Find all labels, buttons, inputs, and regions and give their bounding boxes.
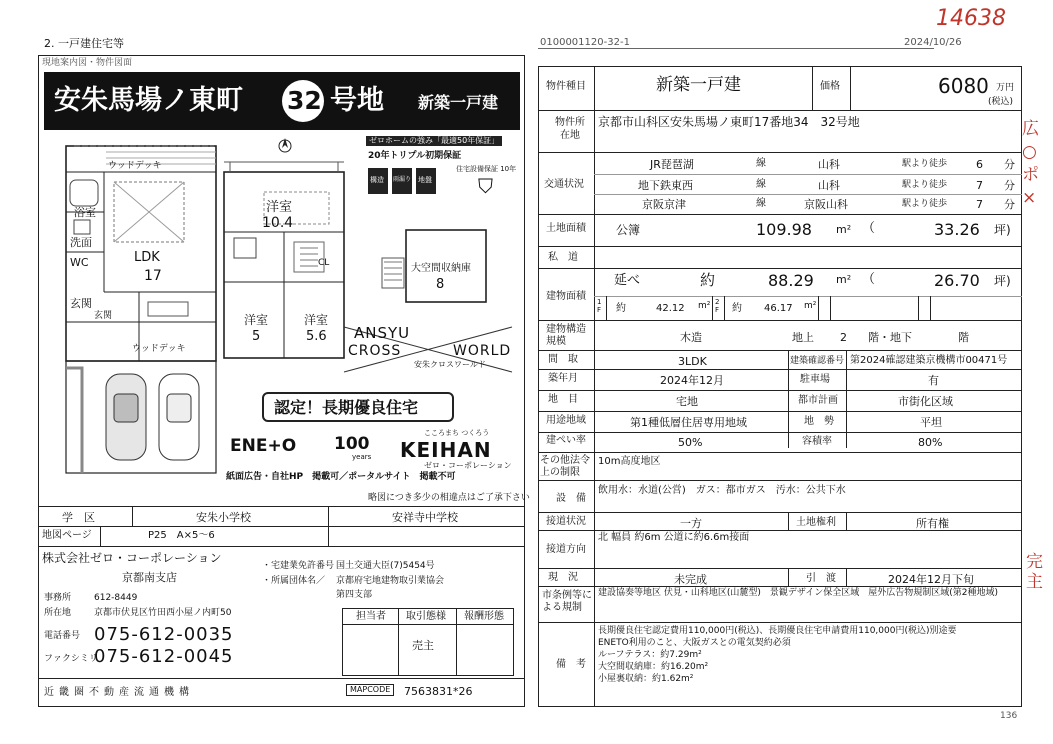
price-value: 6080 xyxy=(938,74,989,98)
remark-2: ENETO利用のこと、大阪ガスとの電気契約必須 xyxy=(598,638,791,648)
room-balcony-2: ウッドデッキ xyxy=(132,344,186,354)
promo-icon-leak: 雨漏り xyxy=(392,168,412,194)
staff-header-fee: 報酬形態 xyxy=(464,611,504,622)
handwritten-side-note: 広○ポ× xyxy=(1022,119,1039,208)
traffic-line-1: JR琵琶湖 xyxy=(650,158,694,171)
remark-1: 長期優良住宅認定費用110,000円(税込)、長期優良住宅申請費用110,000円(税込)別途要 xyxy=(598,626,957,636)
logo-sub: 安朱クロスワールド xyxy=(414,360,486,369)
ordinance-value: 建設協奏等地区 伏見・山科地区(山麓型) 景観デザイン保全区域 屋外広告物規制区域(第2種地域) xyxy=(598,588,999,598)
confirm-value: 第2024確認建築京機構市00471号 xyxy=(850,355,1008,366)
floor2-value: 46.17 xyxy=(764,303,793,314)
type-value: 新築一戸建 xyxy=(656,75,741,95)
traffic-min-1: 6 xyxy=(976,158,983,171)
layout-label: 間 取 xyxy=(548,354,578,365)
layout-value: 3LDK xyxy=(678,355,707,368)
section-title: 2. 一戸建住宅等 xyxy=(44,37,124,50)
keihan-logo: KEIHAN xyxy=(400,438,492,462)
traffic-station-1: 山科 xyxy=(818,158,840,171)
promo-right-label: 住宅設備保証 10年 xyxy=(456,165,517,173)
banner-subtitle: 新築一戸建 xyxy=(418,93,499,112)
floor2-label: 2F xyxy=(715,298,720,314)
map-page-label: 地図ページ xyxy=(42,530,92,541)
logo-ansyu: ANSYU xyxy=(354,324,411,342)
floor2-approx: 約 xyxy=(732,303,742,314)
property-table xyxy=(538,66,1022,707)
building-m2-unit: m² xyxy=(836,273,852,286)
map-page-value: P25 A×5〜6 xyxy=(148,530,215,541)
price-tax: (税込) xyxy=(988,97,1014,107)
structure-label: 建物構造規模 xyxy=(546,324,586,347)
school-label: 学 区 xyxy=(62,511,95,524)
cityplan-label: 都市計画 xyxy=(798,395,838,406)
floor1-label: 1F xyxy=(597,298,602,314)
bcr-label: 建ぺい率 xyxy=(546,435,586,446)
tel-number: 075-612-0035 xyxy=(94,624,234,645)
land-kind: 公簿 xyxy=(616,223,641,237)
land-m2-unit: m² xyxy=(836,223,852,236)
remark-4: 大空間収納庫：約16.20m² xyxy=(598,662,709,672)
barcode-box: MAPCODE xyxy=(346,684,394,696)
page-number: 136 xyxy=(1000,711,1018,721)
enetto-logo: ENE+O xyxy=(230,436,297,456)
confirm-label: 建築確認番号 xyxy=(790,356,845,366)
current-label: 現 況 xyxy=(548,572,578,583)
room-c-label: 洋室 xyxy=(304,313,329,327)
traffic-unit-2: 分 xyxy=(1004,179,1015,192)
road-status-label: 接道状況 xyxy=(546,516,586,527)
land-tsubo: 33.26 xyxy=(934,220,980,239)
promo-icon-structure: 構造 xyxy=(368,168,388,194)
building-approx: 約 xyxy=(700,271,716,289)
logo-world: WORLD xyxy=(453,343,512,359)
promo-icon-ground: 地盤 xyxy=(416,168,436,194)
traffic-label: 交通状況 xyxy=(544,179,584,190)
footer-assoc: 近畿圏不動産流通機構 xyxy=(44,687,194,698)
caption: 現地案内図・物件図面 xyxy=(42,58,133,68)
restrict-value: 10m高度地区 xyxy=(598,456,661,467)
equip-label: 設 備 xyxy=(556,493,586,504)
room-b-label: 洋室 xyxy=(244,313,269,327)
built-label: 築年月 xyxy=(548,373,578,384)
remarks-label: 備 考 xyxy=(556,659,586,670)
floor1-unit: m² xyxy=(698,301,711,311)
document-date: 2024/10/26 xyxy=(904,37,962,48)
land-right-label: 土地権利 xyxy=(796,517,836,528)
floor1-approx: 約 xyxy=(616,303,626,314)
document-id: 0100001120-32-1 xyxy=(540,37,630,48)
staff-header-person: 担当者 xyxy=(356,611,386,622)
remark-5: 小屋裏収納：約1.62m² xyxy=(598,674,694,684)
remark-3: ルーフテラス：約7.29m² xyxy=(598,650,702,660)
room-ldk-size: 17 xyxy=(144,268,162,284)
land-right-value: 所有権 xyxy=(916,517,949,530)
traffic-station-3: 京阪山科 xyxy=(804,198,848,211)
room-a-label: 洋室 xyxy=(266,200,293,215)
land-paren: （ xyxy=(862,221,876,236)
room-ldk-label: LDK xyxy=(134,250,160,265)
price-unit: 万円 xyxy=(996,83,1015,93)
storage-label: 大空間収納庫 xyxy=(411,263,471,274)
banner-lot-number: 32 xyxy=(287,86,322,115)
assoc-label: ・所属団体名 xyxy=(262,576,317,586)
room-entrance: 玄関 xyxy=(70,297,92,310)
zone-label: 用途地域 xyxy=(546,415,586,426)
built-value: 2024年12月 xyxy=(660,374,724,387)
traffic-line-2: 地下鉄東西 xyxy=(638,179,693,192)
floor2-unit: m² xyxy=(804,301,817,311)
disclaimer: 略図につき多少の相違点はご了承下さい xyxy=(368,493,530,503)
terrain-value: 平坦 xyxy=(920,416,942,429)
landcat-label: 地 目 xyxy=(548,394,578,405)
fax-label: ファクシミリ xyxy=(44,654,98,664)
building-label: 建物面積 xyxy=(546,291,586,302)
company-name: 株式会社ゼロ・コーポレーション xyxy=(42,551,222,565)
land-tsubo-unit: 坪) xyxy=(994,223,1011,237)
footer-code: 7563831*26 xyxy=(404,685,473,698)
room-a-size: 10.4 xyxy=(262,215,294,231)
company-branch: 京都南支店 xyxy=(122,571,177,584)
traffic-min-3: 7 xyxy=(976,198,983,211)
room-wc: WC xyxy=(70,256,89,269)
traffic-sen-1: 線 xyxy=(756,158,766,169)
parking-label: 駐車場 xyxy=(800,374,830,385)
room-b-size: 5 xyxy=(252,329,261,344)
building-m2: 88.29 xyxy=(768,271,814,290)
road-dir-value: 北 幅員 約6m 公道に約6.6m接面 xyxy=(598,532,750,543)
license-label: ・宅建業免許番号 xyxy=(262,561,335,571)
land-m2: 109.98 xyxy=(756,220,812,239)
structure-value: 木造 xyxy=(680,331,702,344)
title-banner xyxy=(44,72,520,130)
floors-value: 2 xyxy=(840,331,847,344)
traffic-unit-3: 分 xyxy=(1004,198,1015,211)
handover-label: 引 渡 xyxy=(806,573,836,584)
ordinance-label: 市条例等による規制 xyxy=(542,590,592,613)
license-value: 国土交通大臣(7)5454号 xyxy=(336,561,435,571)
zone-value: 第1種低層住居専用地域 xyxy=(630,416,747,429)
traffic-min-2: 7 xyxy=(976,179,983,192)
postal-code: 612-8449 xyxy=(94,593,138,603)
traffic-sen-2: 線 xyxy=(756,179,766,190)
traffic-station-2: 山科 xyxy=(818,179,840,192)
hundred-logo: 100 xyxy=(334,434,370,454)
building-total-label: 延べ xyxy=(614,273,641,288)
room-cl: CL xyxy=(318,258,330,268)
floors-suffix: 階・地下 xyxy=(868,331,912,344)
assoc-value: 京都府宅地建物取引業協会 xyxy=(336,576,445,586)
floors-label: 地上 xyxy=(792,331,814,344)
restrict-label: その他法令上の制限 xyxy=(540,455,590,478)
private-road-label: 私 道 xyxy=(548,252,578,263)
banner-title-b: 号地 xyxy=(330,85,384,116)
keihan-sub: ゼロ・コーポレーション xyxy=(424,461,512,470)
shield-check-icon: ⛉ xyxy=(478,174,493,198)
room-entrance-2: 玄関 xyxy=(94,311,113,321)
staff-status: 売主 xyxy=(412,639,434,652)
equip-value: 飲用水：水道(公営) ガス：都市ガス 汚水：公共下水 xyxy=(598,485,846,496)
address-label: 所在地 xyxy=(44,608,72,618)
building-paren: （ xyxy=(862,272,876,287)
certified-stamp: 認定！長期優良住宅 xyxy=(262,392,454,422)
handwritten-number: 14638 xyxy=(936,6,1006,31)
tel-label: 電話番号 xyxy=(44,631,81,641)
fax-number: 075-612-0045 xyxy=(94,646,234,667)
promo-guarantee: 20年トリプル初期保証 xyxy=(368,151,462,161)
lot-number-circle xyxy=(282,80,324,122)
hundred-sub: years xyxy=(352,453,372,461)
storage-size: 8 xyxy=(436,277,445,292)
far-value: 80% xyxy=(918,436,943,449)
road-dir-label: 接道方向 xyxy=(546,544,586,555)
floor1-value: 42.12 xyxy=(656,303,685,314)
handwritten-sold-note: 完主 xyxy=(1026,552,1043,593)
price-label: 価格 xyxy=(820,81,840,92)
ad-permission: 紙面広告・自社HP 掲載可／ポータルサイト 掲載不可 xyxy=(226,472,456,482)
traffic-walk-3: 駅より徒歩 xyxy=(902,199,948,209)
room-balcony: ウッドデッキ xyxy=(108,161,162,171)
road-status-value: 一方 xyxy=(680,517,702,530)
current-value: 未完成 xyxy=(674,573,707,586)
traffic-line-3: 京阪京津 xyxy=(642,198,686,211)
assoc-mark: ／ xyxy=(316,576,326,586)
landcat-value: 宅地 xyxy=(676,395,698,408)
logo-cross: CROSS xyxy=(348,343,402,359)
company-address: 京都市伏見区竹田西小屋ノ内町50 xyxy=(94,608,232,618)
traffic-sen-3: 線 xyxy=(756,198,766,209)
keihan-small: こころまち つくろう xyxy=(424,429,490,437)
traffic-unit-1: 分 xyxy=(1004,158,1015,171)
location-value: 京都市山科区安朱馬場ノ東町17番地34 32号地 xyxy=(598,115,860,129)
basement-suffix: 階 xyxy=(958,331,969,344)
far-label: 容積率 xyxy=(802,436,832,447)
cityplan-value: 市街化区域 xyxy=(898,395,953,408)
building-tsubo: 26.70 xyxy=(934,271,980,290)
traffic-walk-1: 駅より徒歩 xyxy=(902,159,948,169)
room-wash: 洗面 xyxy=(70,236,92,249)
traffic-walk-2: 駅より徒歩 xyxy=(902,180,948,190)
terrain-label: 地 勢 xyxy=(804,416,834,427)
location-label: 物件所在地 xyxy=(555,117,585,141)
building-tsubo-unit: 坪) xyxy=(994,274,1011,288)
office-label: 事務所 xyxy=(44,593,72,603)
room-bath: 浴室 xyxy=(74,206,96,219)
type-label: 物件種目 xyxy=(546,81,586,92)
land-label: 土地面積 xyxy=(546,223,586,234)
promo-block xyxy=(366,136,520,222)
room-c-size: 5.6 xyxy=(306,329,327,344)
promo-top: ゼロホームの強み「最適50年保証」 xyxy=(366,136,502,146)
assoc-sub: 第四支部 xyxy=(336,590,373,600)
school-junior: 安祥寺中学校 xyxy=(392,511,458,524)
handover-value: 2024年12月下旬 xyxy=(888,573,974,586)
banner-title-a: 安朱馬場ノ東町 xyxy=(54,85,243,116)
bcr-value: 50% xyxy=(678,436,703,449)
parking-value: 有 xyxy=(928,374,939,387)
staff-header-transaction: 取引態様 xyxy=(406,611,446,622)
school-elementary: 安朱小学校 xyxy=(196,511,251,524)
